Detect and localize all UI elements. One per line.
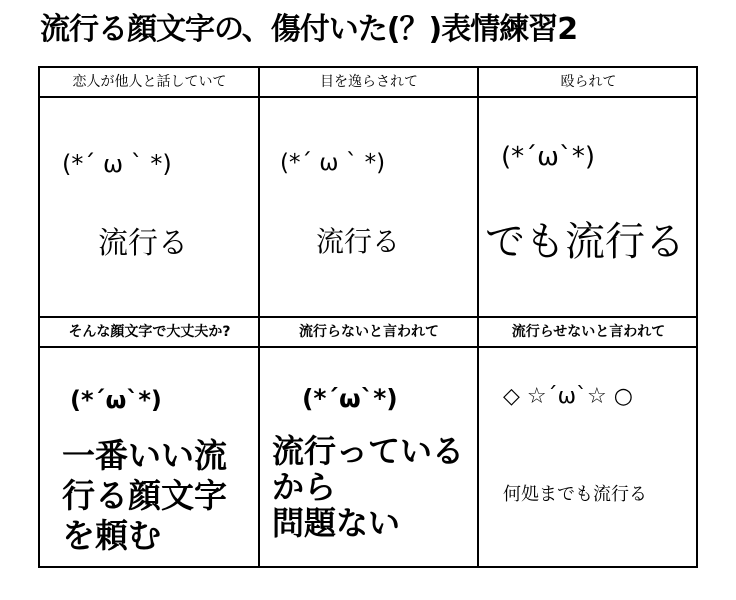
panel-5-kaomoji: (*´ω`*) bbox=[302, 384, 398, 413]
panel-5 bbox=[260, 318, 478, 568]
panel-4-caption-line-2: 行る顔文字 bbox=[62, 476, 227, 515]
panel-4-kaomoji: (*´ω`*) bbox=[70, 386, 162, 414]
panel-3-caption: でも流行る bbox=[485, 219, 685, 265]
panel-3-header: 殴られて bbox=[479, 68, 698, 98]
panel-4-caption-line-3: を頼む bbox=[62, 516, 161, 555]
panel-1-caption: 流行る bbox=[98, 226, 188, 261]
panel-1 bbox=[40, 68, 259, 317]
panel-5-header: 流行らないと言われて bbox=[260, 318, 478, 348]
panel-3-kaomoji: (*´ω`*) bbox=[501, 142, 596, 172]
panel-6-caption: 何処までも流行る bbox=[503, 484, 647, 505]
panel-1-header: 恋人が他人と話していて bbox=[40, 68, 259, 98]
panel-4-header: そんな顔文字で大丈夫か? bbox=[40, 318, 259, 348]
panel-6-kaomoji: ◇ ☆´ω`☆ ○ bbox=[503, 384, 633, 409]
panel-2-kaomoji: (*´ ω ` *) bbox=[280, 150, 386, 176]
panel-5-caption-line-3: 問題ない bbox=[272, 504, 401, 542]
panel-6 bbox=[479, 318, 698, 568]
panel-6-header: 流行らせないと言われて bbox=[479, 318, 698, 348]
panel-5-caption-line-1: 流行っている bbox=[272, 432, 465, 470]
panel-2-header: 目を逸らされて bbox=[260, 68, 478, 98]
panel-1-kaomoji: (*´ ω ` *) bbox=[62, 150, 172, 178]
comic-grid bbox=[38, 66, 698, 568]
panel-5-caption-line-2: から bbox=[272, 468, 337, 506]
panel-4-caption-line-1: 一番いい流 bbox=[62, 436, 227, 475]
panel-2 bbox=[260, 68, 478, 317]
page-title: 流行る顔文字の、傷付いた(？)表情練習2 bbox=[40, 12, 578, 47]
panel-3 bbox=[479, 68, 698, 317]
panel-2-caption: 流行る bbox=[316, 225, 401, 258]
panel-4 bbox=[40, 318, 259, 568]
